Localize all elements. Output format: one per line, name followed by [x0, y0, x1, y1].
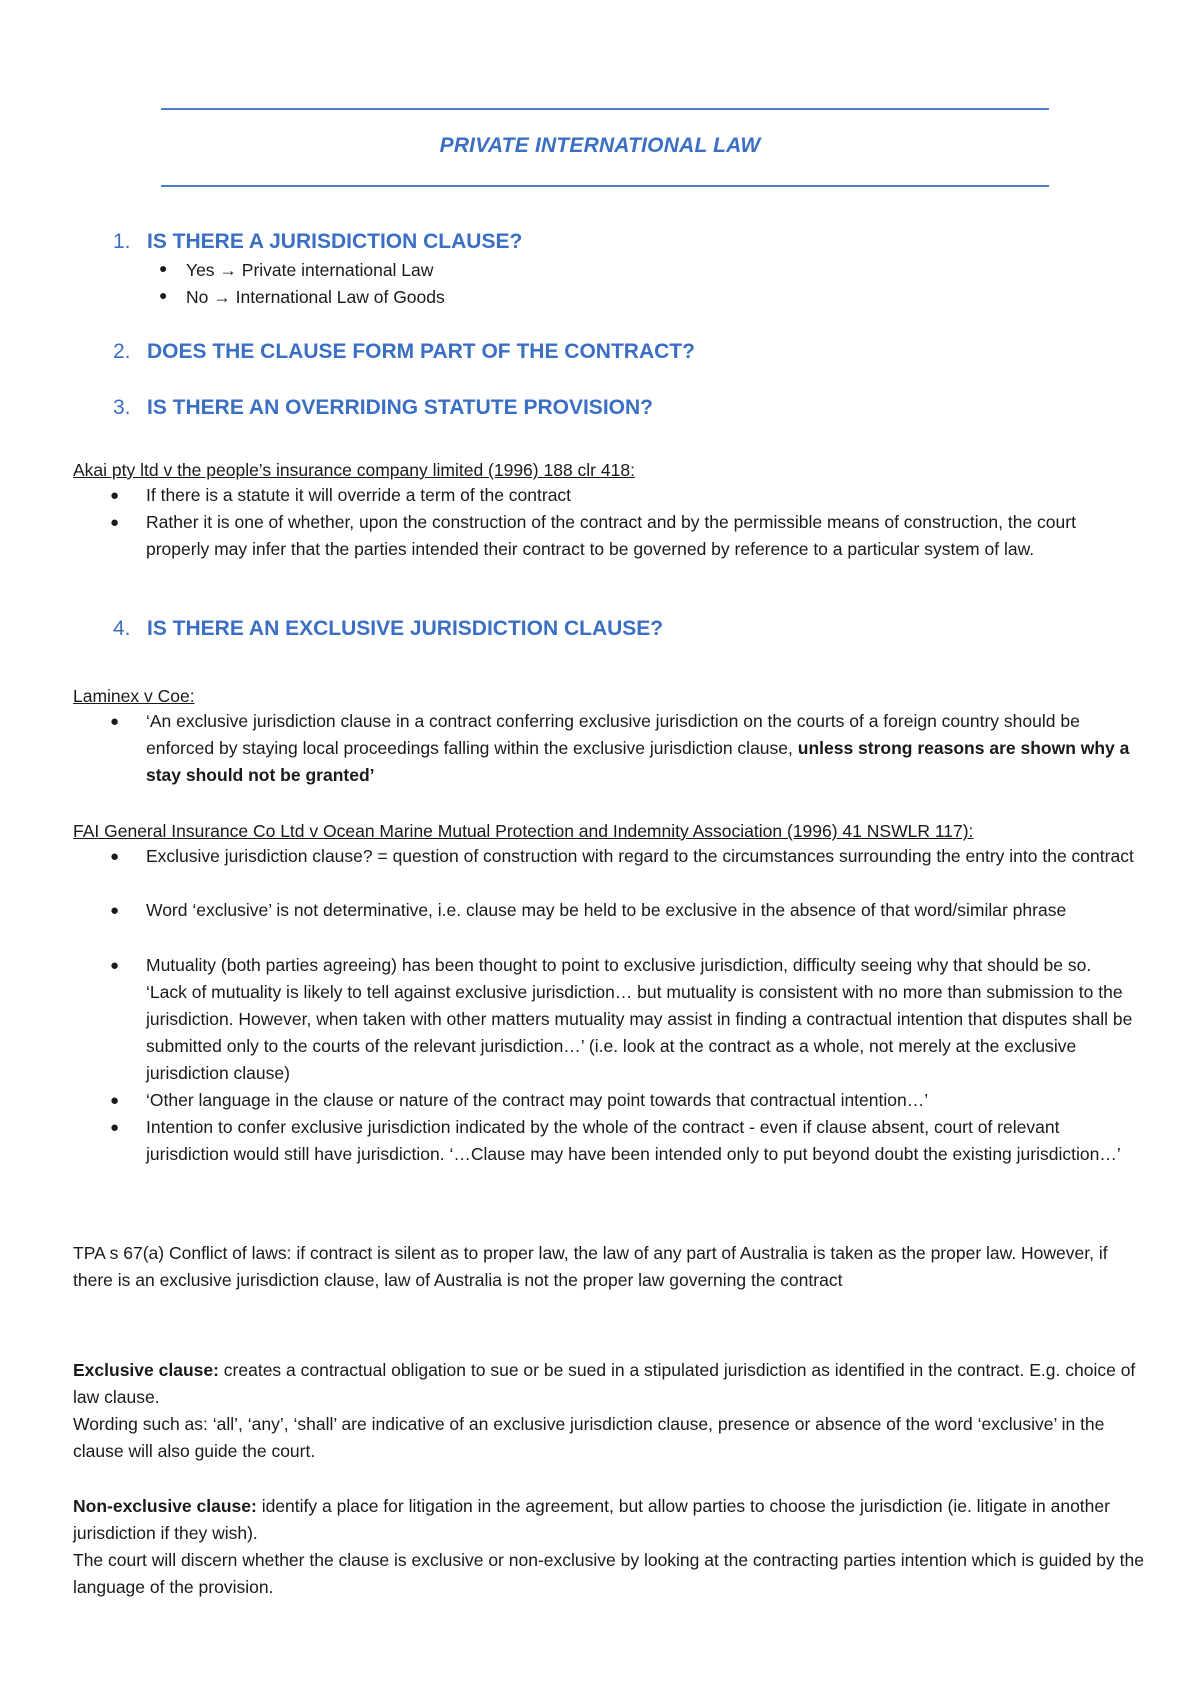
question-4-text: IS THERE AN EXCLUSIVE JURISDICTION CLAUSE? — [147, 617, 664, 640]
fai-bullet-3-text: Mutuality (both parties agreeing) has been thought to point to exclusive jurisdiction, difficulty seeing why that should be so. ‘Lack of mutuality is likely to tell against exclusive jurisdiction… but mutuality is consistent with no more than submission to the jurisdiction. However, when taken with other matters mutuality may assist in finding a contractual intention that disputes shall be submitted only to the courts of the relevant jurisdiction…’ (i.e. look at the contract as a whole, not merely at the exclusive jurisdiction clause) — [146, 955, 1133, 1083]
nonexclusive-clause-label: Non-exclusive clause: — [73, 1496, 257, 1516]
tpa-paragraph: TPA s 67(a) Conflict of laws: if contract is silent as to proper law, the law of any part of Australia is taken as the proper law. However, if there is an exclusive jurisdiction clause, law of Australia is not the proper law governing the contract — [73, 1243, 1108, 1290]
question-1-number: 1. — [113, 230, 131, 253]
exclusive-clause-paragraph — [73, 1357, 1148, 1411]
fai-case-heading: FAI General Insurance Co Ltd v Ocean Marine Mutual Protection and Indemnity Association (1996) 41 NSWLR 117): — [73, 821, 974, 841]
fai-bullet-5 — [110, 1114, 1136, 1168]
laminex-bullet-bold-text: unless strong reasons are shown why a stay should not be granted’ — [146, 738, 1130, 785]
fai-bullet-2 — [110, 897, 1136, 924]
bullet-icon: ● — [110, 957, 120, 974]
question-1 — [113, 230, 522, 254]
fai-bullet-4-text: ‘Other language in the clause or nature of the contract may point towards that contractual intention…’ — [146, 1090, 929, 1110]
exclusive-wording-paragraph: Wording such as: ‘all’, ‘any’, ‘shall’ are indicative of an exclusive jurisdiction clause, presence or absence of the word ‘exclusive’ in the clause will also guide the court. — [73, 1414, 1105, 1461]
laminex-bullet-text: ‘An exclusive jurisdiction clause in a contract conferring exclusive jurisdiction on the courts of a foreign country should be enforced by staying local proceedings falling within the exclusive jurisdiction clause, — [146, 711, 1080, 758]
bullet-icon: ● — [110, 848, 120, 865]
bullet-icon: ● — [110, 713, 120, 730]
nonexclusive-clause-text: identify a place for litigation in the agreement, but allow parties to choose the jurisdiction (ie. litigate in another jurisdiction if they wish). — [73, 1496, 1110, 1543]
nonexclusive-clause-paragraph — [73, 1493, 1148, 1547]
akai-case-heading: Akai pty ltd v the people’s insurance company limited (1996) 188 clr 418: — [73, 460, 635, 480]
q1-option-no-text: No → International Law of Goods — [186, 287, 445, 307]
q1-option-yes — [159, 260, 434, 281]
bullet-icon: ● — [110, 487, 120, 504]
akai-bullet-1-text: If there is a statute it will override a term of the contract — [146, 485, 572, 505]
q1-option-no — [159, 287, 445, 308]
q1-option-yes-text: Yes → Private international Law — [186, 260, 434, 280]
fai-bullet-3 — [110, 952, 1136, 1087]
laminex-bullet — [110, 708, 1136, 789]
bullet-icon: ● — [110, 1119, 120, 1136]
question-3 — [113, 396, 653, 420]
fai-bullet-1-text: Exclusive jurisdiction clause? = question of construction with regard to the circumstances surrounding the entry into the contract — [146, 846, 1134, 866]
bullet-icon: ● — [159, 260, 168, 276]
question-1-text: IS THERE A JURISDICTION CLAUSE? — [147, 230, 523, 253]
question-4-number: 4. — [113, 617, 131, 640]
bullet-icon: ● — [159, 287, 168, 303]
laminex-case-heading: Laminex v Coe: — [73, 686, 195, 706]
akai-bullet-2 — [110, 509, 1136, 563]
question-3-text: IS THERE AN OVERRIDING STATUTE PROVISION? — [147, 396, 653, 419]
fai-bullet-2-text: Word ‘exclusive’ is not determinative, i.e. clause may be held to be exclusive in the absence of that word/similar phrase — [146, 900, 1067, 920]
fai-bullet-4 — [110, 1087, 1136, 1114]
title-bottom-rule — [161, 185, 1049, 187]
bullet-icon: ● — [110, 902, 120, 919]
question-2-number: 2. — [113, 340, 131, 363]
bullet-icon: ● — [110, 1092, 120, 1109]
question-3-number: 3. — [113, 396, 131, 419]
question-2-text: DOES THE CLAUSE FORM PART OF THE CONTRACT? — [147, 340, 695, 363]
fai-bullet-5-text: Intention to confer exclusive jurisdiction indicated by the whole of the contract - even if clause absent, court of relevant jurisdiction would still have jurisdiction. ‘…Clause may have been intended only to put beyond doubt the existing jurisdiction…’ — [146, 1117, 1121, 1164]
top-rule — [161, 108, 1049, 110]
exclusive-clause-label: Exclusive clause: — [73, 1360, 219, 1380]
fai-bullet-1 — [110, 843, 1136, 870]
bullet-icon: ● — [110, 514, 120, 531]
exclusive-clause-text: creates a contractual obligation to sue or be sued in a stipulated jurisdiction as identified in the contract. E.g. choice of law clause. — [73, 1360, 1136, 1407]
akai-bullet-2-text: Rather it is one of whether, upon the construction of the contract and by the permissible means of construction, the court properly may infer that the parties intended their contract to be governed by reference to a particular system of law. — [146, 512, 1076, 559]
nonexclusive-discern-paragraph: The court will discern whether the clause is exclusive or non-exclusive by looking at the contracting parties intention which is guided by the language of the provision. — [73, 1550, 1144, 1597]
page-title: PRIVATE INTERNATIONAL LAW — [439, 134, 761, 157]
akai-bullet-1 — [110, 482, 1136, 509]
question-4 — [113, 617, 663, 641]
question-2 — [113, 340, 695, 364]
